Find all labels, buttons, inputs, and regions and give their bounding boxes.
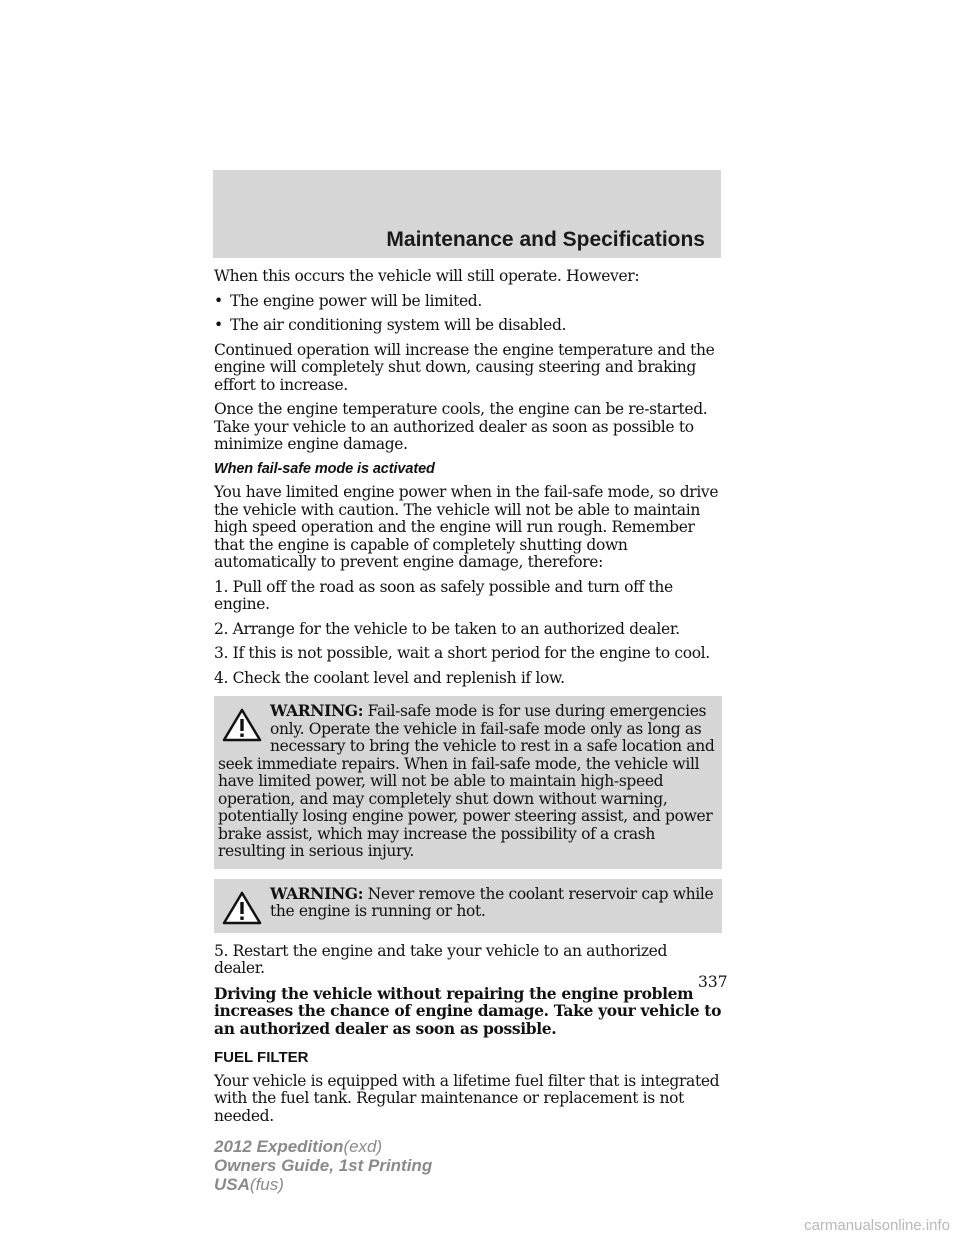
- bullet-text: The engine power will be limited.: [230, 291, 482, 310]
- footer-line-3: [214, 1175, 432, 1194]
- engine-cools-paragraph: Once the engine temperature cools, the engine can be re-started. Take your vehicle to an authorized dealer as soon as possible to minimize engine damage.: [214, 400, 708, 453]
- footer-line-2: Owners Guide, 1st Printing: [214, 1156, 433, 1175]
- continued-operation-paragraph: Continued operation will increase the engine temperature and the engine will completely shut down, causing steering and braking effort to increase.: [214, 340, 715, 394]
- bullet-text: The air conditioning system will be disabled.: [230, 316, 567, 334]
- engine-damage-notice: Driving the vehicle without repairing the engine problem increases the chance of engine damage. Take your vehicle to an authorized dealer as soon as possible.: [214, 983, 722, 1038]
- watermark-link[interactable]: carmanualsonline.info: [804, 1217, 950, 1234]
- page-content: [214, 268, 722, 1132]
- fuel-filter-heading: FUEL FILTER: [214, 1049, 309, 1066]
- warning-text: Never remove the coolant reservoir cap while the engine is running or hot.: [270, 884, 714, 920]
- fuel-filter-paragraph: Your vehicle is equipped with a lifetime fuel filter that is integrated with the fuel tank. Regular maintenance or replacement is not needed.: [214, 1071, 720, 1125]
- bullet-item: [214, 293, 722, 311]
- warning-triangle-icon: [222, 891, 262, 925]
- footer-model-code: (exd): [343, 1137, 383, 1156]
- footer-line-1: [214, 1137, 432, 1156]
- footer-model: 2012 Expedition: [214, 1137, 344, 1156]
- warning-label: WARNING:: [270, 701, 364, 720]
- page-header: [213, 170, 721, 258]
- bullet-icon: •: [214, 291, 223, 310]
- limited-power-paragraph: You have limited engine power when in the fail-safe mode, so drive the vehicle with caution. The vehicle will not be able to maintain high speed operation and the engine will run rough. Remember that the engine is capable of completely shutting down automatically to prevent engine damage, therefore:: [214, 483, 719, 571]
- page-number: 337: [698, 973, 728, 991]
- footer-market-code: (fus): [249, 1175, 284, 1194]
- section-title: Maintenance and Specifications: [386, 228, 705, 251]
- footer-market: USA: [214, 1175, 250, 1194]
- subheading: When fail-safe mode is activated: [214, 460, 435, 477]
- warning-label: WARNING:: [270, 883, 364, 903]
- print-footer: [214, 1137, 432, 1194]
- step-5: 5. Restart the engine and take your vehicle to an authorized dealer.: [214, 941, 668, 977]
- warning-triangle-icon: [222, 708, 262, 742]
- step-2: 2. Arrange for the vehicle to be taken to an authorized dealer.: [214, 619, 680, 638]
- warning-box: [214, 696, 722, 869]
- bullet-item: [214, 317, 722, 335]
- bullet-icon: •: [214, 316, 223, 334]
- step-3: 3. If this is not possible, wait a short period for the engine to cool.: [214, 644, 710, 662]
- step-1: 1. Pull off the road as soon as safely possible and turn off the engine.: [214, 577, 673, 613]
- step-4: 4. Check the coolant level and replenish if low.: [214, 668, 565, 687]
- warning-text: Fail-safe mode is for use during emergencies only. Operate the vehicle in fail-safe mode only as long as necessary to bring the vehicle to rest in a safe location and seek immediate repairs. When in fail-safe mode, the vehicle will have limited power, will not be able to maintain high-speed operation, and may completely shut down without warning, potentially losing engine power, power steering assist, and power brake assist, which may increase the possibility of a crash resulting in serious injury.: [218, 702, 715, 860]
- intro-paragraph: When this occurs the vehicle will still operate. However:: [214, 267, 640, 285]
- warning-box: [214, 879, 722, 933]
